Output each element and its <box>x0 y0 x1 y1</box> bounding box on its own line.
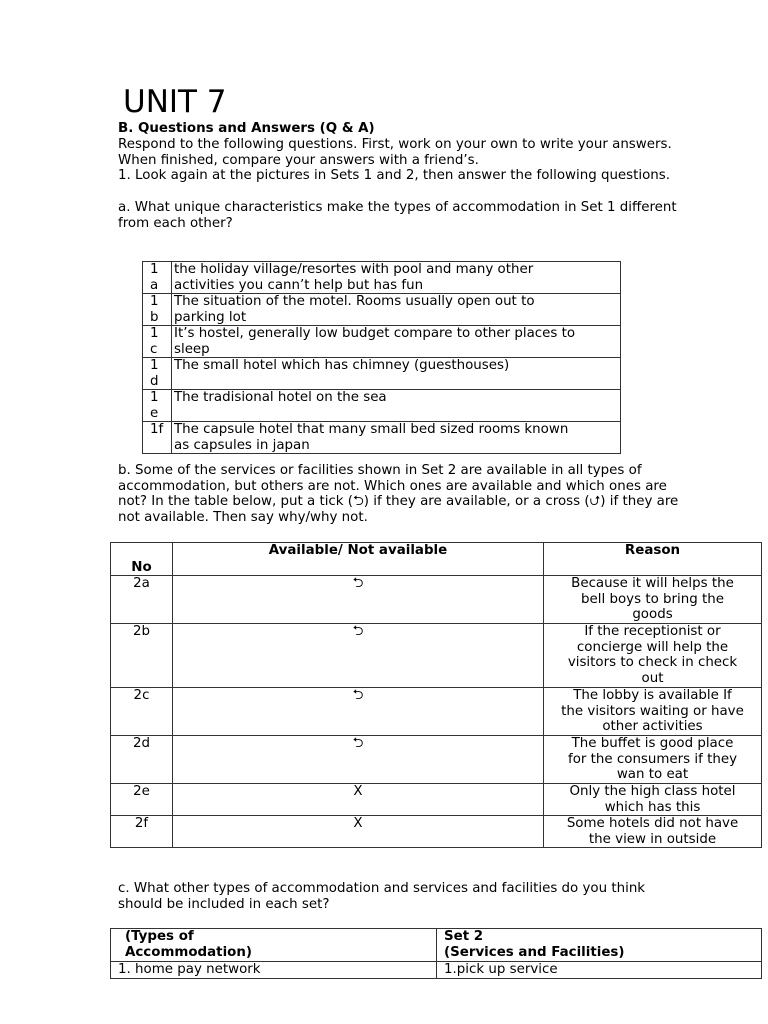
question-b: not? In the table below, put a tick (⮌) if they are available, or a cross (⮍) if they are <box>118 494 679 509</box>
table-header-row <box>111 543 762 576</box>
availability-mark: ⮌ <box>173 736 544 784</box>
table-row <box>143 262 621 294</box>
row-text: The situation of the motel. Rooms usually open out to parking lot <box>172 294 621 326</box>
row-number: 1 a <box>143 262 172 294</box>
intro-line: 1. Look again at the pictures in Sets 1 and 2, then answer the following questions. <box>118 168 671 183</box>
row-number: 1f <box>143 422 172 454</box>
additional-items-table <box>110 928 762 979</box>
row-no: 2f <box>111 816 173 848</box>
table-row <box>111 576 762 624</box>
table-row <box>111 962 762 979</box>
availability-mark: ⮌ <box>173 688 544 736</box>
table-row <box>143 390 621 422</box>
question-a: from each other? <box>118 216 233 231</box>
row-text: the holiday village/resortes with pool and many other activities you cann’t help but has fun <box>172 262 621 294</box>
header-reason: Reason <box>544 543 762 576</box>
row-number: 1 b <box>143 294 172 326</box>
row-text: The capsule hotel that many small bed sized rooms known as capsules in japan <box>172 422 621 454</box>
availability-mark: ⮌ <box>173 624 544 688</box>
row-no: 2e <box>111 784 173 816</box>
section-heading: B. Questions and Answers (Q & A) <box>118 121 375 136</box>
table-row <box>143 358 621 390</box>
table-row <box>143 422 621 454</box>
reason-cell: Some hotels did not have the view in outside <box>544 816 762 848</box>
row-no: 2c <box>111 688 173 736</box>
availability-mark: X <box>173 816 544 848</box>
question-c: c. What other types of accommodation and services and facilities do you think <box>118 881 646 896</box>
table-row <box>143 326 621 358</box>
intro-line: When finished, compare your answers with a friend’s. <box>118 153 479 168</box>
availability-mark: X <box>173 784 544 816</box>
reason-cell: The lobby is available If the visitors waiting or have other activities <box>544 688 762 736</box>
row-number: 1 d <box>143 358 172 390</box>
table-row <box>111 688 762 736</box>
unit-title: UNIT 7 <box>123 84 227 120</box>
question-c: should be included in each set? <box>118 897 330 912</box>
question-b: not available. Then say why/why not. <box>118 510 368 525</box>
table-header-row <box>111 929 762 962</box>
table-row <box>111 816 762 848</box>
row-no: 2a <box>111 576 173 624</box>
services-availability-table <box>110 542 762 848</box>
header-services-and-facilities: Set 2 (Services and Facilities) <box>437 929 762 962</box>
question-b: b. Some of the services or facilities shown in Set 2 are available in all types of <box>118 463 642 478</box>
row-text: The tradisional hotel on the sea <box>172 390 621 422</box>
question-b: accommodation, but others are not. Which ones are available and which ones are <box>118 479 667 494</box>
header-no: No <box>111 543 173 576</box>
reason-cell: Because it will helps the bell boys to bring the goods <box>544 576 762 624</box>
service-cell: 1.pick up service <box>437 962 762 979</box>
row-no: 2d <box>111 736 173 784</box>
intro-line: Respond to the following questions. First, work on your own to write your answers. <box>118 137 672 152</box>
accommodation-characteristics-table <box>142 261 621 454</box>
table-row <box>111 624 762 688</box>
availability-mark: ⮌ <box>173 576 544 624</box>
reason-cell: If the receptionist or concierge will help the visitors to check in check out <box>544 624 762 688</box>
question-a: a. What unique characteristics make the types of accommodation in Set 1 different <box>118 200 677 215</box>
reason-cell: Only the high class hotel which has this <box>544 784 762 816</box>
table-row <box>143 294 621 326</box>
row-number: 1 e <box>143 390 172 422</box>
accommodation-cell: 1. home pay network <box>111 962 437 979</box>
row-text: It’s hostel, generally low budget compare to other places to sleep <box>172 326 621 358</box>
header-types-of-accommodation: (Types of Accommodation) <box>111 929 437 962</box>
reason-cell: The buffet is good place for the consumers if they wan to eat <box>544 736 762 784</box>
row-text: The small hotel which has chimney (guesthouses) <box>172 358 621 390</box>
table-row <box>111 736 762 784</box>
row-number: 1 c <box>143 326 172 358</box>
table-row <box>111 784 762 816</box>
header-available: Available/ Not available <box>173 543 544 576</box>
row-no: 2b <box>111 624 173 688</box>
